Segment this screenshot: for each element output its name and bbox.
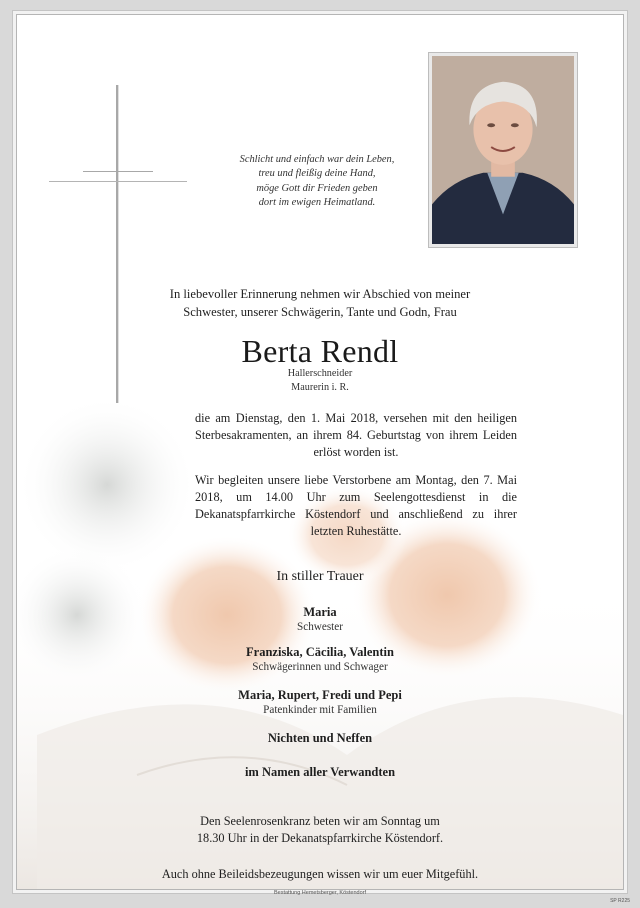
footer-undertaker: Bestattung Hemetsberger, Köstendorf — [273, 890, 367, 896]
mourner-relation: Schwägerinnen und Schwager — [252, 661, 388, 673]
poem-line: dort im ewigen Heimatland. — [258, 196, 376, 208]
mourner-relation: Patenkinder mit Familien — [263, 704, 377, 716]
mourner-entry — [17, 688, 623, 717]
deceased-subtitle — [17, 367, 623, 394]
mourner-relation: Schwester — [297, 621, 343, 633]
poem — [205, 153, 429, 210]
death-paragraph: die am Dienstag, den 1. Mai 2018, versehen mit den heiligen Sterbesakramenten, an ihrem 84. Geburtstag von ihrem Leiden erlöst worden ist. — [195, 411, 517, 459]
mourner-entry — [17, 765, 623, 780]
rosary-line: 18.30 Uhr in der Dekanatspfarrkirche Köstendorf. — [196, 831, 444, 845]
closing-text: Auch ohne Beileidsbezeugungen wissen wir um euer Mitgefühl. — [161, 867, 479, 881]
intro-text — [17, 285, 623, 321]
mourner-name: Maria — [303, 605, 337, 619]
mourner-entry — [17, 731, 623, 746]
rosary-notice — [17, 813, 623, 847]
parte-card — [16, 14, 624, 890]
mourner-name: im Namen aller Verwandten — [244, 765, 396, 779]
poem-line: treu und fleißig deine Hand, — [258, 168, 376, 180]
poem-line: möge Gott dir Frieden geben — [256, 182, 378, 194]
mourner-entry — [17, 645, 623, 674]
subtitle-line: Hallerschneider — [287, 368, 353, 379]
deceased-name: Berta Rendl — [241, 333, 399, 369]
trauer-heading: In stiller Trauer — [276, 569, 364, 584]
rosary-line: Den Seelenrosenkranz beten wir am Sonntag um — [200, 814, 440, 828]
poem-line: Schlicht und einfach war dein Leben, — [239, 154, 395, 165]
subtitle-line: Maurerin i. R. — [291, 381, 349, 393]
mourner-entry — [17, 605, 623, 634]
template-code: SP R225 — [610, 898, 630, 904]
mourner-name: Maria, Rupert, Fredi und Pepi — [238, 688, 402, 702]
mourner-name: Nichten und Neffen — [267, 731, 373, 745]
intro-line: Schwester, unserer Schwägerin, Tante und Godn, Frau — [183, 305, 457, 319]
funeral-paragraph: Wir begleiten unsere liebe Verstorbene am Montag, den 7. Mai 2018, um 14.00 Uhr zum Seelengottesdienst in die Dekanatspfarrkirche Köstendorf und anschließend zu ihrer letzten Ruhestätte. — [195, 473, 517, 538]
intro-line: In liebevoller Erinnerung nehmen wir Abschied von meiner — [169, 287, 471, 301]
portrait-photo — [428, 52, 578, 248]
mourner-name: Franziska, Cäcilia, Valentin — [246, 645, 394, 659]
